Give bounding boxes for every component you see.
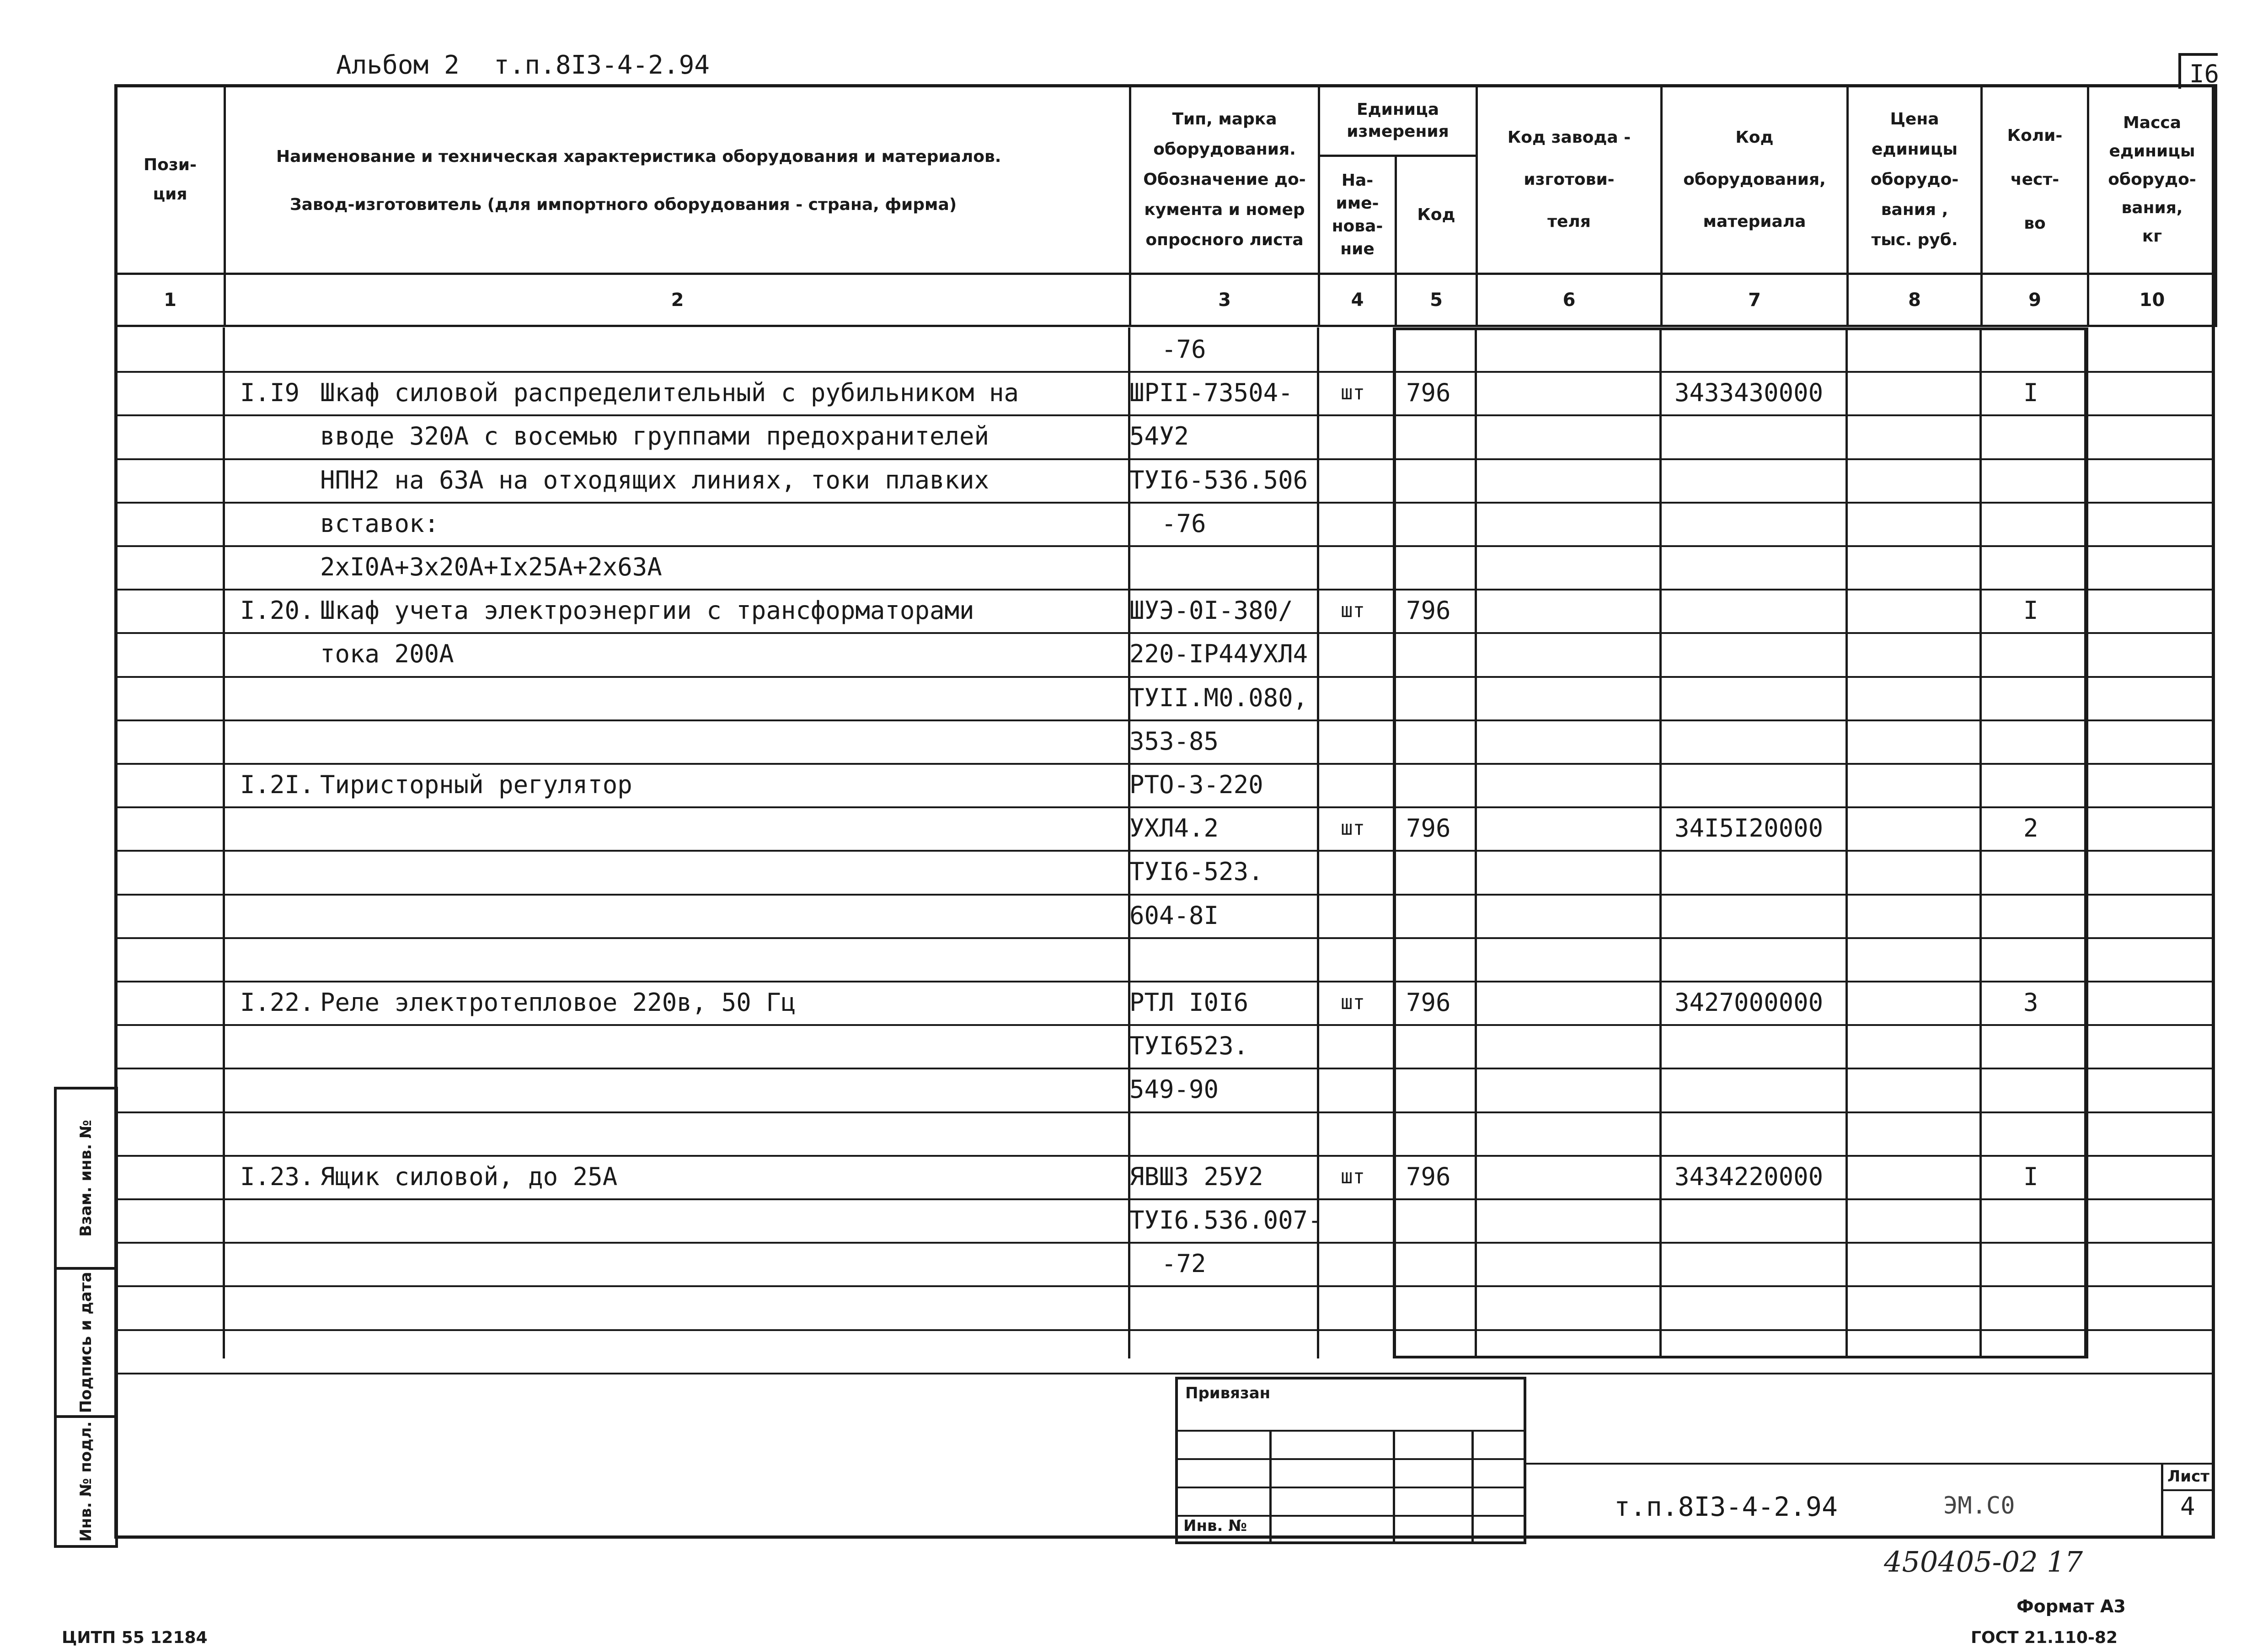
grid-hline [114, 1111, 2215, 1113]
row-type: ЯВШ3 25У2 [1129, 1162, 1263, 1191]
row-position: I.2I. [240, 770, 315, 799]
section-code: ЭМ.С0 [1943, 1492, 2015, 1519]
grid-hline [114, 1068, 2215, 1069]
grid-hline [114, 589, 2215, 590]
row-quantity: I [2023, 378, 2038, 407]
grid-hline [114, 894, 2215, 896]
row-equipment-code: 3427000000 [1674, 988, 1824, 1017]
column-number-1: 1 [116, 274, 225, 326]
row-position: I.20. [240, 596, 315, 625]
row-name: 2хI0А+3х20А+Iх25А+2х63А [320, 553, 662, 581]
row-type: 549-90 [1129, 1075, 1219, 1104]
privyazan-label: Привязан [1185, 1384, 1271, 1402]
grid-hline [114, 371, 2215, 373]
grid-hline [114, 1024, 2215, 1026]
row-name: Тиристорный регулятор [320, 770, 632, 799]
row-type: ТУII.М0.080, [1129, 683, 1308, 712]
header-factory-code: Код завода - изготови- теля [1477, 86, 1662, 274]
inv-no-label: Инв. № [1183, 1517, 1247, 1535]
row-position: I.23. [240, 1162, 315, 1191]
header-mass: Масса единицы оборудо- вания, кг [2088, 86, 2216, 274]
column-number-10: 10 [2088, 274, 2216, 326]
row-unit: шт [1341, 816, 1365, 840]
album-label: Альбом 2 [336, 50, 460, 80]
header-quantity: Коли- чест- во [1982, 86, 2088, 274]
row-code: 796 [1406, 378, 1451, 407]
row-name: Шкаф силовой распределительный с рубильником на [320, 378, 1019, 407]
row-quantity: I [2023, 596, 2038, 625]
row-type: ШРII-73504- [1129, 378, 1293, 407]
grid-hline [114, 1285, 2215, 1287]
header-price: Цена единицы оборудо- вания , тыс. руб. [1848, 86, 1982, 274]
row-code: 796 [1406, 1162, 1451, 1191]
grid-vline [1317, 327, 1319, 1358]
column-number-5: 5 [1396, 274, 1477, 326]
sheet-number: 4 [2180, 1492, 2195, 1521]
grid-hline [114, 719, 2215, 721]
header-unit-group: Единица измерения [1319, 86, 1477, 156]
row-name: НПН2 на 63А на отходящих линиях, токи плавких [320, 466, 989, 494]
row-type: ТУI6-536.506 [1129, 466, 1308, 494]
row-quantity: 3 [2023, 988, 2038, 1017]
row-unit: шт [1341, 1165, 1365, 1188]
row-type: ТУI6523. [1129, 1031, 1249, 1060]
column-number-2: 2 [225, 274, 1130, 326]
grid-hline [114, 676, 2215, 678]
row-position: I.I9 [240, 378, 300, 407]
row-type: РТО-3-220 [1129, 770, 1263, 799]
project-code-top: т.п.8I3-4-2.94 [494, 50, 710, 80]
grid-frame [1393, 327, 2087, 1358]
grid-hline [114, 981, 2215, 982]
row-quantity: I [2023, 1162, 2038, 1191]
row-quantity: 2 [2023, 814, 2038, 843]
header-unit-name: На- име- нова- ние [1319, 156, 1396, 274]
side-stamp-vzam: Взам. инв. № [54, 1087, 118, 1270]
row-equipment-code: 3433430000 [1674, 378, 1824, 407]
header-name: Наименование и техническая характеристика оборудования и материалов. Завод-изготовитель (для импортного оборудования - страна, фирма) [225, 86, 1130, 274]
grid-hline [114, 458, 2215, 460]
row-position: I.22. [240, 988, 315, 1017]
grid-hline [114, 937, 2215, 939]
row-type: ТУI6.536.007- [1129, 1206, 1323, 1235]
grid-hline [114, 1198, 2215, 1200]
grid-hline [114, 1373, 2215, 1374]
format-label: Формат А3 [2017, 1596, 2126, 1616]
row-type: -72 [1161, 1249, 1206, 1278]
doc-code: т.п.8I3-4-2.94 [1614, 1491, 1838, 1522]
footer-left: ЦИТП 55 12184 [62, 1628, 208, 1647]
row-type: РТЛ I0I6 [1129, 988, 1249, 1017]
grid-hline [114, 1242, 2215, 1244]
row-unit: шт [1341, 599, 1365, 622]
column-number-7: 7 [1662, 274, 1848, 326]
sheet-label: Лист [2167, 1467, 2209, 1486]
row-name: тока 200А [320, 639, 454, 668]
row-name: вставок: [320, 509, 439, 538]
grid-hline [114, 632, 2215, 634]
handwritten-code: 450405-02 17 [1884, 1545, 2083, 1578]
column-number-8: 8 [1848, 274, 1982, 326]
row-type: УХЛ4.2 [1129, 814, 1219, 843]
column-number-3: 3 [1130, 274, 1319, 326]
row-equipment-code: 3434220000 [1674, 1162, 1824, 1191]
row-type: 604-8I [1129, 901, 1219, 930]
column-number-6: 6 [1477, 274, 1662, 326]
table-header [114, 84, 2217, 327]
column-number-9: 9 [1982, 274, 2088, 326]
row-type: 54У2 [1129, 422, 1189, 451]
row-type: ТУI6-523. [1129, 857, 1263, 886]
grid-hline [114, 1155, 2215, 1157]
row-type: -76 [1161, 509, 1206, 538]
header-type: Тип, марка оборудования. Обозначение до- кумента и номер опросного листа [1130, 86, 1319, 274]
row-name: вводе 320А с восемью группами предохранителей [320, 422, 989, 451]
row-type: ШУЭ-0I-380/ [1129, 596, 1293, 625]
grid-hline [114, 545, 2215, 547]
row-name: Реле электротепловое 220в, 50 Гц [320, 988, 796, 1017]
grid-hline [114, 414, 2215, 416]
grid-hline [114, 763, 2215, 765]
grid-hline [114, 850, 2215, 852]
page-number: I6 [2189, 59, 2220, 88]
header-unit-code: Код [1396, 156, 1477, 274]
grid-hline [114, 502, 2215, 504]
grid-hline [114, 1329, 2215, 1331]
page-number-box [2178, 53, 2218, 89]
header-equipment-code: Код оборудования, материала [1662, 86, 1848, 274]
row-type: 353-85 [1129, 727, 1219, 756]
row-code: 796 [1406, 988, 1451, 1017]
row-equipment-code: 34I5I20000 [1674, 814, 1824, 843]
row-unit: шт [1341, 381, 1365, 404]
grid-vline [223, 327, 225, 1358]
row-name: Ящик силовой, до 25А [320, 1162, 618, 1191]
row-unit: шт [1341, 991, 1365, 1014]
row-type: -76 [1161, 335, 1206, 364]
side-stamp-podpis: Подпись и дата [54, 1267, 118, 1418]
header-position: Пози- ция [116, 86, 225, 274]
row-code: 796 [1406, 596, 1451, 625]
column-number-4: 4 [1319, 274, 1396, 326]
footer-right: ГОСТ 21.110-82 [1971, 1628, 2118, 1647]
side-stamp-inv-podl: Инв. № подл. [54, 1415, 118, 1548]
grid-hline [114, 806, 2215, 808]
row-code: 796 [1406, 814, 1451, 843]
row-type: 220-IР44УХЛ4 [1129, 639, 1308, 668]
row-name: Шкаф учета электроэнергии с трансформаторами [320, 596, 974, 625]
